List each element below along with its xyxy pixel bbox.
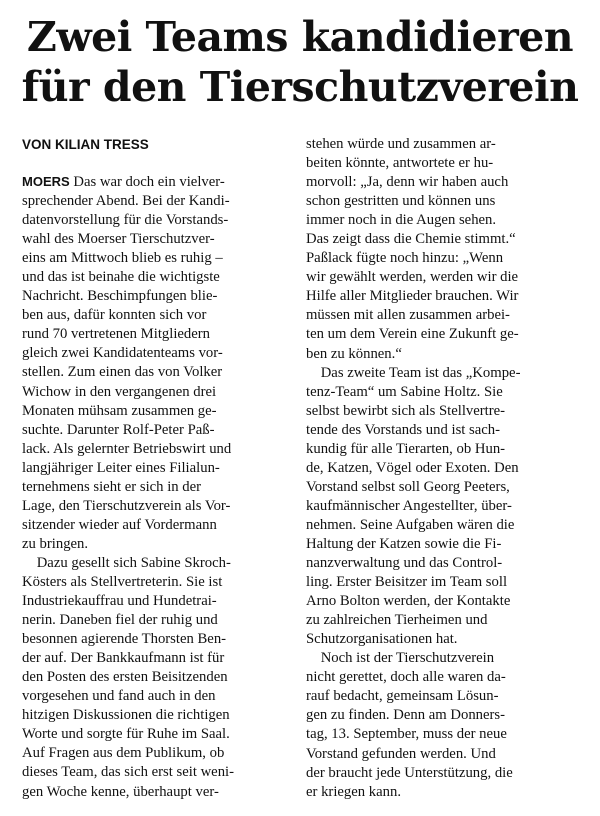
text-line [306, 783, 582, 802]
text-line [306, 687, 582, 706]
left-column [22, 172, 294, 802]
text-line [22, 783, 294, 802]
text-line-content: er kriegen kann. [306, 783, 402, 800]
text-line-content: selbst bewirbt sich als Stellvertre- [306, 402, 506, 419]
text-line [22, 516, 294, 535]
text-line [22, 478, 294, 497]
text-line [306, 306, 582, 325]
headline-line-1: Zwei Teams kandidieren [26, 13, 574, 61]
text-line-content: Noch ist der Tierschutzverein [306, 650, 495, 667]
text-line-content: Vorstand selbst soll Georg Peeters, [306, 478, 510, 495]
text-line [306, 649, 582, 668]
text-line [306, 592, 582, 611]
text-line-content: datenvorstellung für die Vorstands- [22, 212, 229, 229]
text-line-content: nanzverwaltung und das Control- [306, 555, 503, 572]
text-line-content: kaufmännischer Angestellter, über- [306, 497, 512, 514]
text-line [22, 649, 294, 668]
dateline: MOERS [22, 174, 70, 189]
text-line [306, 497, 582, 516]
text-line [22, 611, 294, 630]
text-line-content: dieses Team, das sich erst seit weni- [22, 764, 235, 781]
text-line [22, 249, 294, 268]
text-line [22, 172, 294, 192]
text-line-content: und das ist beinahe die wichtigste [22, 269, 220, 286]
text-line [306, 516, 582, 535]
text-line [306, 706, 582, 725]
text-line-content: ten um dem Verein eine Zukunft ge- [306, 326, 519, 343]
text-line-content: beiten könnte, antwortete er hu- [306, 155, 494, 172]
text-line-content: tag, 13. September, muss der neue [306, 726, 507, 743]
text-line-content: Das zeigt dass die Chemie stimmt.“ [306, 231, 516, 248]
text-line-content: stehen würde und zusammen ar- [306, 136, 496, 152]
text-line [306, 211, 582, 230]
text-line-content: Kösters als Stellvertreterin. Sie ist [22, 573, 223, 590]
text-line [22, 211, 294, 230]
text-line-content: wahl des Moerser Tierschutzver- [22, 231, 215, 248]
right-column [306, 135, 582, 802]
text-line [22, 497, 294, 516]
text-line-content: eins am Mittwoch blieb es ruhig – [22, 250, 223, 267]
text-line-content: stellen. Zum einen das von Volker [22, 364, 223, 381]
text-line-content: der braucht jede Unterstützung, die [306, 764, 513, 781]
text-line-content: suchte. Darunter Rolf-Peter Paß- [22, 421, 215, 438]
text-line-content: Wichow in den vergangenen drei [22, 383, 217, 400]
text-line-content: lack. Als gelernter Betriebswirt und [22, 440, 232, 457]
text-line [22, 325, 294, 344]
text-line-content: Lage, den Tierschutzverein als Vor- [22, 497, 231, 514]
text-line-content: tende des Vorstands und ist sach- [306, 421, 501, 438]
text-line [22, 630, 294, 649]
text-line [22, 554, 294, 573]
text-line-content: sitzender wieder auf Vordermann [22, 516, 217, 533]
text-line [22, 306, 294, 325]
text-line-content: der auf. Der Bankkaufmann ist für [22, 650, 225, 667]
text-line [22, 230, 294, 249]
text-line-content: vorgesehen und fand auch in den [22, 688, 216, 705]
text-line-content: Auf Fragen aus dem Publikum, ob [22, 745, 225, 762]
text-line-content: wir gewählt werden, werden wir die [306, 269, 519, 286]
text-line-content: nerin. Daneben fiel der ruhig und [22, 612, 218, 629]
text-line-content: Schutzorganisationen hat. [306, 631, 458, 648]
text-line [22, 535, 294, 554]
text-line [22, 287, 294, 306]
text-line-content: zu zahlreichen Tierheimen und [306, 612, 488, 629]
text-line [306, 249, 582, 268]
text-line-content: sprechender Abend. Bei der Kandi- [22, 193, 230, 210]
text-line-content: ben aus, dafür konnten sich vor [22, 307, 207, 324]
text-line-content: müssen mit allen zusammen arbei- [306, 307, 510, 324]
text-line-content: ling. Erster Beisitzer im Team soll [306, 574, 508, 591]
text-line-content: schon gestritten und können uns [306, 193, 496, 210]
text-line [22, 592, 294, 611]
text-line [22, 706, 294, 725]
text-line [306, 478, 582, 497]
text-line-content: ternehmens sieht er sich in der [22, 478, 202, 495]
text-line [306, 745, 582, 764]
text-line-content: Arno Bolton werden, der Kontakte [306, 593, 511, 610]
text-line [306, 554, 582, 573]
text-line-content: Hilfe aller Mitglieder brauchen. Wir [306, 288, 519, 305]
text-line [306, 630, 582, 649]
text-line [306, 173, 582, 192]
text-line [306, 668, 582, 687]
text-line [22, 573, 294, 592]
text-line [306, 135, 582, 154]
text-line [306, 192, 582, 211]
text-line [22, 687, 294, 706]
text-line-content: Worte und sorgte für Ruhe im Saal. [22, 726, 230, 743]
text-line [22, 763, 294, 782]
text-line [306, 230, 582, 249]
text-line [22, 383, 294, 402]
text-line-content: Vorstand gefunden werden. Und [306, 745, 496, 762]
text-line [22, 268, 294, 287]
text-line-content: Das zweite Team ist das „Kompe- [306, 364, 521, 381]
text-line [306, 421, 582, 440]
text-line [22, 344, 294, 363]
text-line-content: Das war doch ein vielver- [69, 174, 225, 190]
text-line [306, 402, 582, 421]
text-line [306, 535, 582, 554]
text-line-content: rauf bedacht, gemeinsam Lösun- [306, 688, 499, 705]
text-line [306, 573, 582, 592]
text-line [306, 611, 582, 630]
text-line [306, 364, 582, 383]
text-line [22, 192, 294, 211]
text-line [22, 363, 294, 382]
text-line-content: Dazu gesellt sich Sabine Skroch- [22, 554, 231, 571]
text-line [22, 421, 294, 440]
text-line-content: ben zu können.“ [306, 345, 402, 362]
text-line [22, 459, 294, 478]
text-line-content: Haltung der Katzen sowie die Fi- [306, 535, 502, 552]
text-line-content: nicht gerettet, doch alle waren da- [306, 669, 506, 686]
text-line-content: Nachricht. Beschimpfungen blie- [22, 288, 218, 305]
text-line [306, 725, 582, 744]
text-line [22, 744, 294, 763]
text-line-content: rund 70 vertretenen Mitgliedern [22, 326, 211, 343]
text-line [306, 345, 582, 364]
text-line-content: gen zu finden. Denn am Donners- [306, 707, 506, 724]
text-line [306, 764, 582, 783]
text-line-content: nehmen. Seine Aufgaben wären die [306, 516, 515, 533]
text-line-content: zu bringen. [22, 535, 89, 552]
text-line [306, 459, 582, 478]
text-line-content: gleich zwei Kandidatenteams vor- [22, 345, 223, 362]
text-line [306, 325, 582, 344]
text-line [306, 440, 582, 459]
text-line-content: tenz-Team“ um Sabine Holtz. Sie [306, 383, 503, 400]
text-line-content: morvoll: „Ja, denn wir haben auch [306, 174, 509, 191]
text-line-content: besonnen agierende Thorsten Ben- [22, 631, 227, 648]
text-line [22, 725, 294, 744]
text-line-content: gen Woche kenne, überhaupt ver- [22, 783, 219, 800]
text-line [306, 154, 582, 173]
text-line [22, 402, 294, 421]
text-line-content: immer noch in die Augen sehen. [306, 212, 497, 229]
byline: VON KILIAN TRESS [22, 137, 149, 152]
text-line-content: langjähriger Leiter eines Filialun- [22, 459, 220, 476]
text-line-content: kundig für alle Tierarten, ob Hun- [306, 440, 506, 457]
article-headline [0, 12, 600, 112]
text-line [22, 440, 294, 459]
text-line [306, 287, 582, 306]
headline-line-2: für den Tierschutzverein [21, 63, 579, 111]
text-line-content: de, Katzen, Vögel oder Exoten. Den [306, 459, 519, 476]
text-line-content: Paßlack fügte noch hinzu: „Wenn [306, 250, 504, 267]
text-line [22, 668, 294, 687]
text-line-content: Monaten mühsam zusammen ge- [22, 402, 217, 419]
text-line-content: hitzigen Diskussionen die richtigen [22, 707, 230, 724]
text-line-content: Industriekauffrau und Hundetrai- [22, 593, 217, 610]
text-line [306, 383, 582, 402]
text-line [306, 268, 582, 287]
text-line-content: den Posten des ersten Beisitzenden [22, 669, 228, 686]
